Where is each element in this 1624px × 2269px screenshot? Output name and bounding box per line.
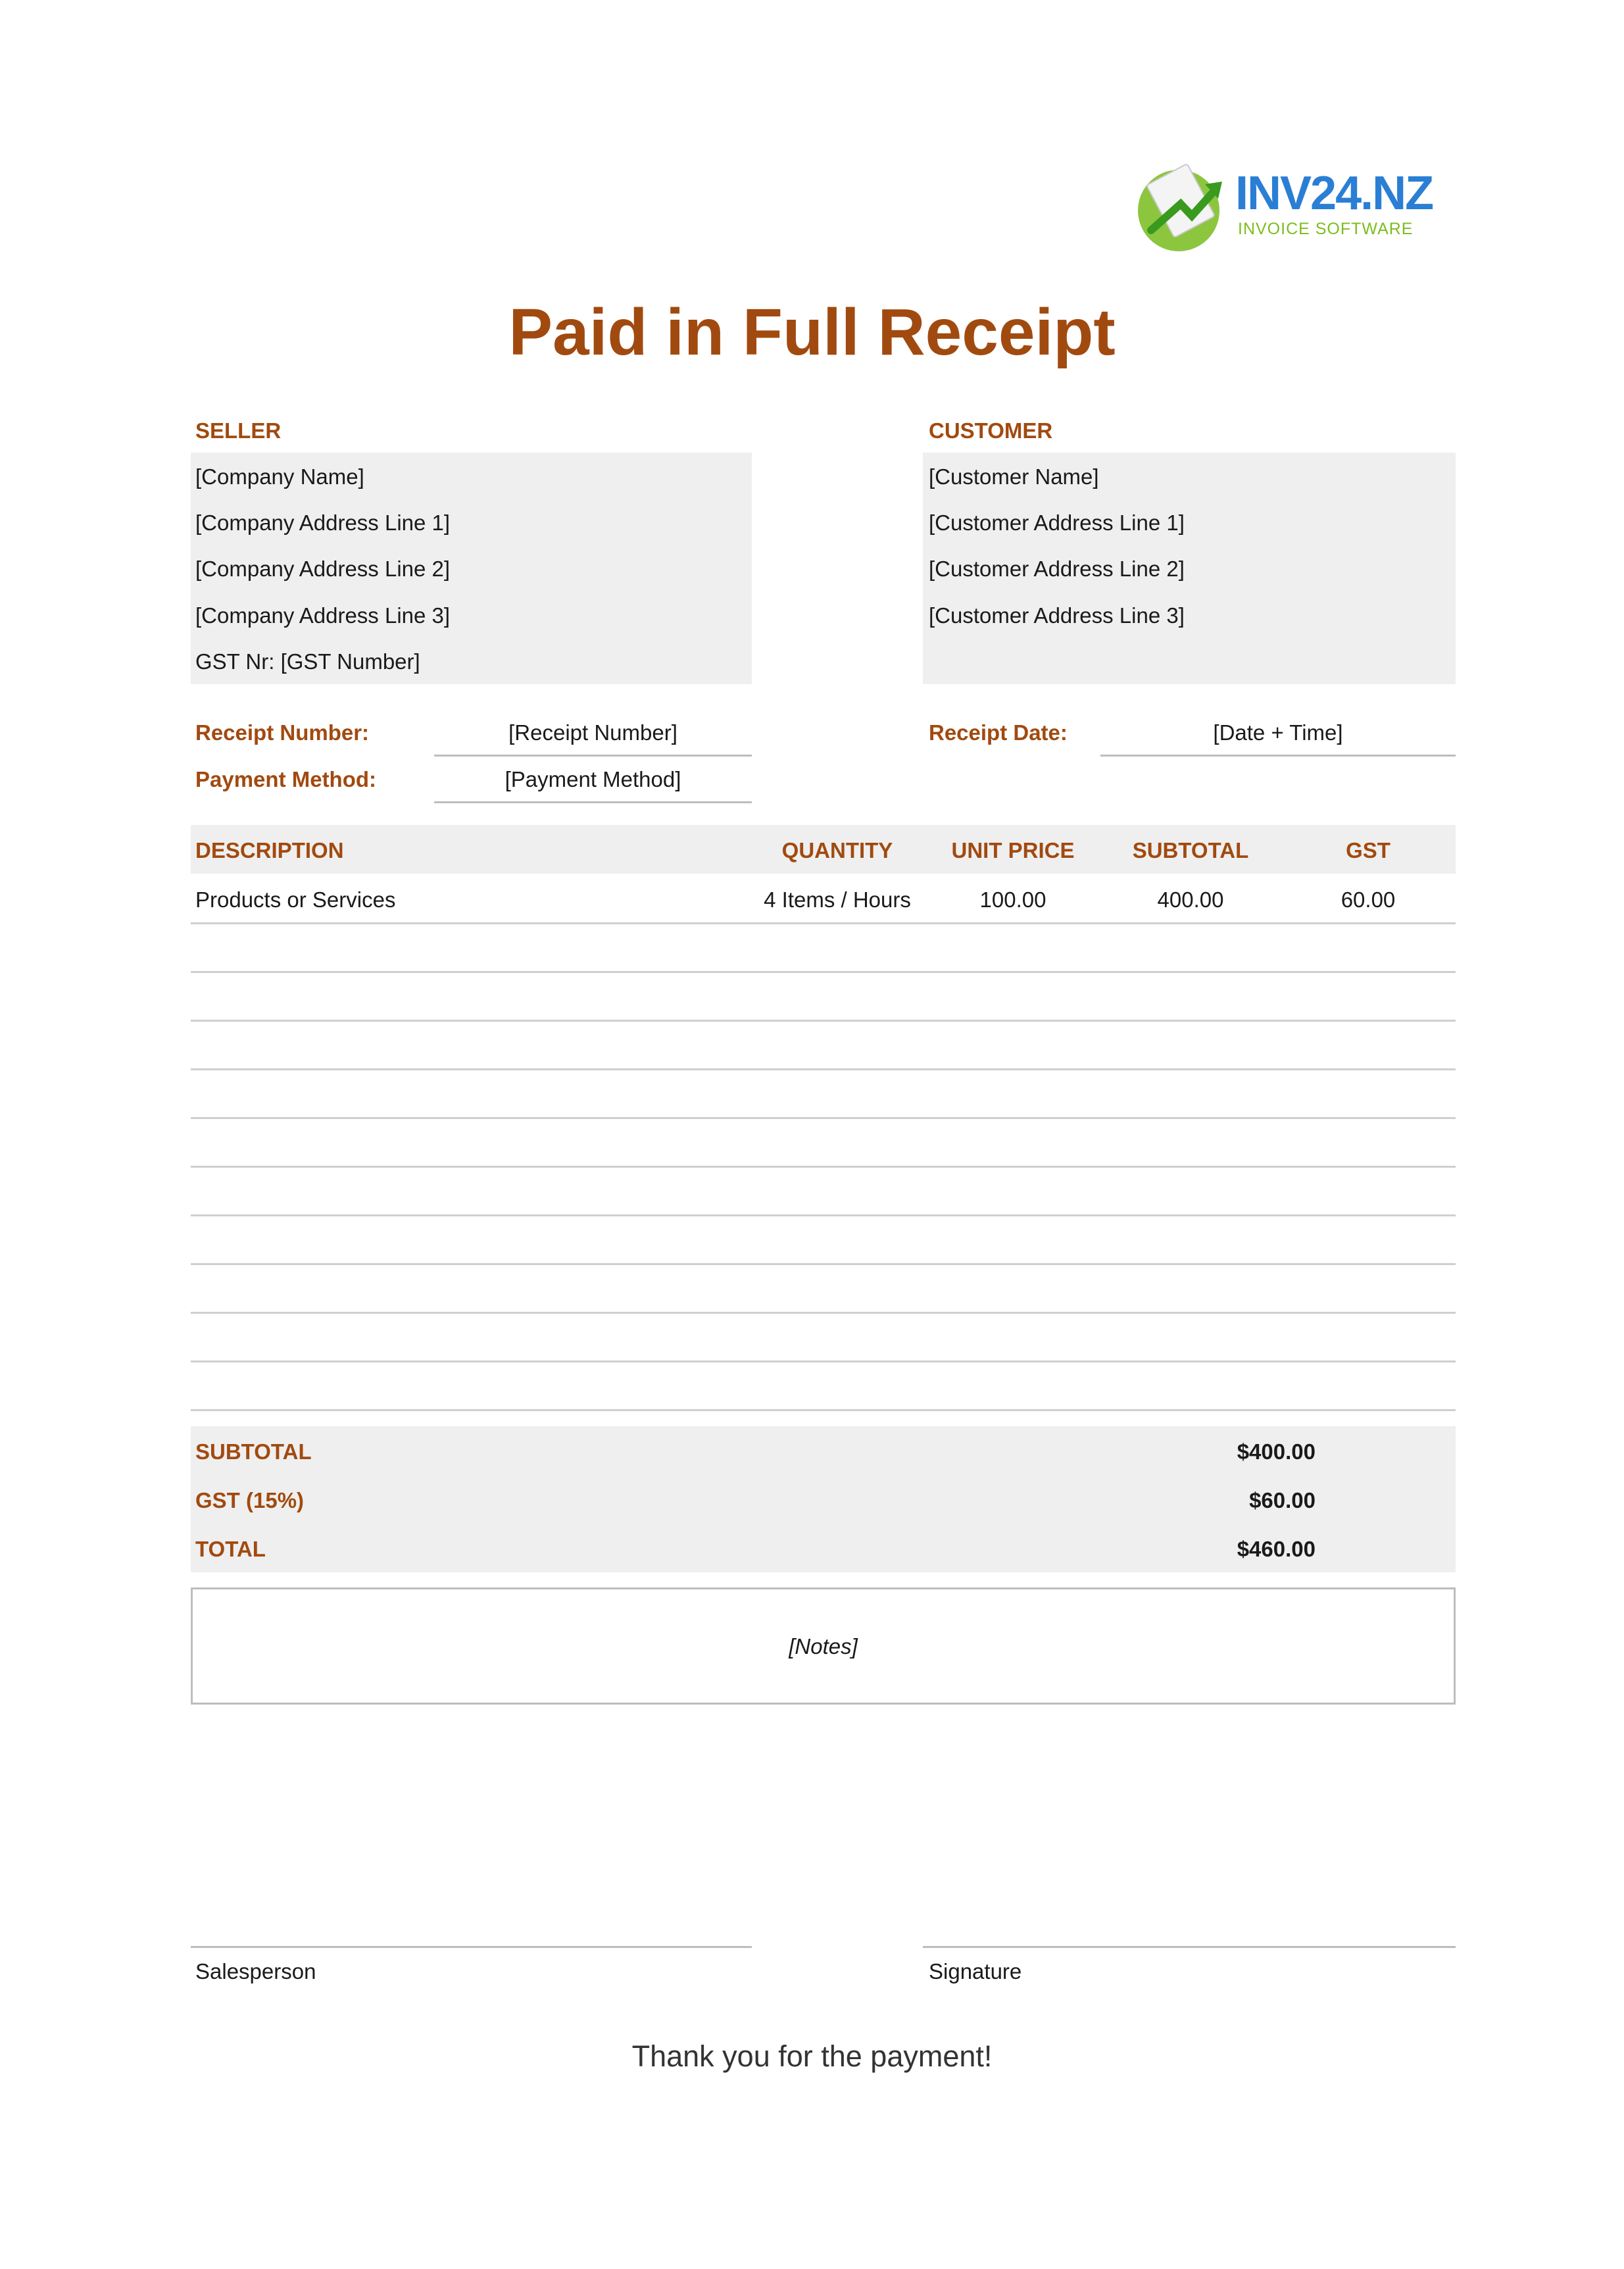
signature-label: Signature — [929, 1959, 1022, 1983]
logo-brand-text: INV24.NZ — [1235, 167, 1433, 220]
total-value: $460.00 — [1237, 1537, 1316, 1561]
customer-heading: CUSTOMER — [929, 418, 1053, 443]
row-1-quantity: 4 Items / Hours — [764, 887, 911, 912]
table-row-divider — [191, 1409, 1456, 1411]
row-1-subtotal: 400.00 — [1157, 887, 1224, 912]
receipt-date-field[interactable]: [Date + Time] — [1100, 720, 1456, 757]
table-row-divider — [191, 1312, 1456, 1314]
table-row-divider — [191, 1214, 1456, 1216]
total-label: TOTAL — [195, 1537, 266, 1561]
logo-mark-icon — [1131, 158, 1230, 257]
seller-gst-number: GST Nr: [GST Number] — [195, 649, 420, 674]
table-row-divider — [191, 1117, 1456, 1119]
logo-tagline: INVOICE SOFTWARE — [1238, 220, 1414, 238]
customer-address-line-3: [Customer Address Line 3] — [929, 603, 1185, 628]
receipt-date-label: Receipt Date: — [929, 720, 1068, 745]
salesperson-label: Salesperson — [195, 1959, 316, 1983]
col-header-gst: GST — [1346, 838, 1390, 862]
row-1-description: Products or Services — [195, 887, 396, 912]
table-row-divider — [191, 1020, 1456, 1022]
company-logo — [1131, 158, 1433, 257]
notes-text: [Notes] — [789, 1634, 858, 1658]
col-header-quantity: QUANTITY — [781, 838, 893, 862]
seller-heading: SELLER — [195, 418, 282, 443]
customer-address-line-2: [Customer Address Line 2] — [929, 557, 1185, 581]
customer-address-line-1: [Customer Address Line 1] — [929, 511, 1185, 535]
receipt-number-field[interactable]: [Receipt Number] — [434, 720, 752, 757]
customer-name: [Customer Name] — [929, 464, 1099, 489]
col-header-subtotal: SUBTOTAL — [1132, 838, 1249, 862]
gst-value: $60.00 — [1249, 1488, 1316, 1512]
customer-signature-line — [923, 1946, 1456, 1948]
col-header-description: DESCRIPTION — [195, 838, 344, 862]
seller-address-line-1: [Company Address Line 1] — [195, 511, 451, 535]
salesperson-signature-line — [191, 1946, 752, 1948]
notes-box[interactable] — [191, 1587, 1456, 1705]
col-header-unit-price: UNIT PRICE — [951, 838, 1075, 862]
subtotal-value: $400.00 — [1237, 1439, 1316, 1464]
seller-company-name: [Company Name] — [195, 464, 364, 489]
row-1-unit-price: 100.00 — [979, 887, 1046, 912]
seller-address-line-2: [Company Address Line 2] — [195, 557, 451, 581]
table-row-divider — [191, 1068, 1456, 1070]
payment-method-field[interactable]: [Payment Method] — [434, 767, 752, 803]
row-1-gst: 60.00 — [1341, 887, 1396, 912]
table-row-divider — [191, 1263, 1456, 1265]
receipt-number-label: Receipt Number: — [195, 720, 370, 745]
payment-method-label: Payment Method: — [195, 767, 377, 791]
table-row-divider — [191, 1166, 1456, 1168]
table-row-divider — [191, 1360, 1456, 1362]
table-row-divider — [191, 922, 1456, 924]
subtotal-label: SUBTOTAL — [195, 1439, 312, 1464]
gst-label: GST (15%) — [195, 1488, 305, 1512]
seller-address-line-3: [Company Address Line 3] — [195, 603, 451, 628]
thank-you-message: Thank you for the payment! — [631, 2039, 993, 2073]
table-row-divider — [191, 971, 1456, 973]
page-title: Paid in Full Receipt — [508, 295, 1116, 369]
